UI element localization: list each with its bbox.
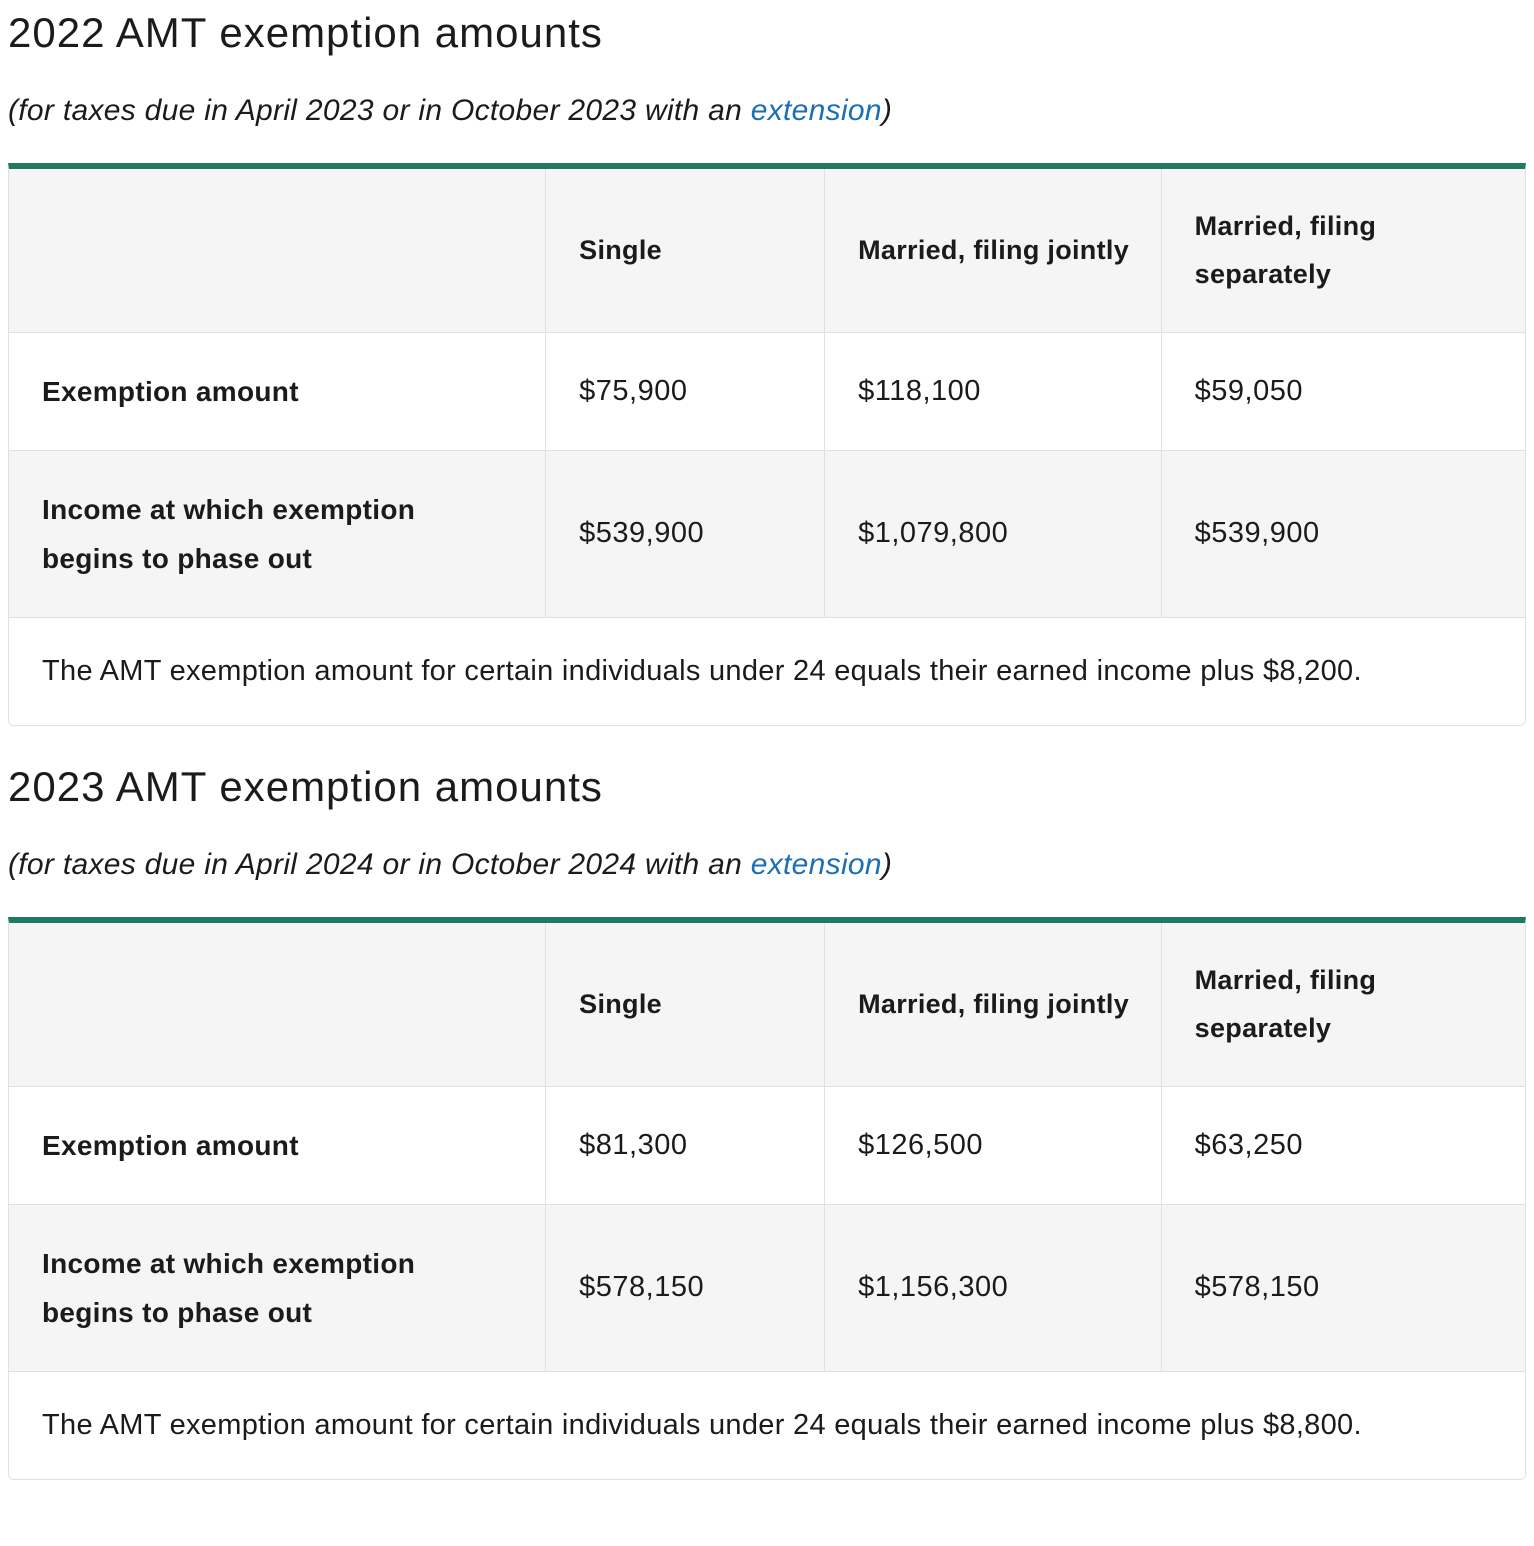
header-row	[9, 169, 1525, 332]
amt-table-2022	[9, 169, 1525, 725]
cell-exemption-single: $81,300	[546, 1086, 825, 1204]
table-row	[9, 1086, 1525, 1204]
amt-table-2023	[9, 923, 1525, 1479]
cell-exemption-married-jointly: $126,500	[825, 1086, 1162, 1204]
table-row	[9, 1204, 1525, 1371]
cell-exemption-married-separately: $63,250	[1161, 1086, 1525, 1204]
row-label-exemption-amount: Exemption amount	[9, 332, 546, 450]
amt-table-card-2022	[8, 163, 1526, 726]
subtitle-text: (for taxes due in April 2024 or in October 2024 with an	[8, 848, 751, 882]
cell-exemption-single: $75,900	[546, 332, 825, 450]
subtitle-close-paren: )	[881, 94, 893, 128]
section-subtitle-2023	[8, 842, 1526, 887]
cell-phaseout-married-separately: $539,900	[1161, 450, 1525, 617]
section-amt-2023	[8, 762, 1526, 1480]
table-row	[9, 450, 1525, 617]
column-header-married-jointly: Married, filing jointly	[825, 923, 1162, 1086]
amt-table-card-2023	[8, 917, 1526, 1480]
column-header-married-separately: Married, filing separately	[1161, 923, 1525, 1086]
row-label-phaseout-income: Income at which exemption begins to phase out	[9, 1204, 546, 1371]
subtitle-close-paren: )	[881, 848, 893, 882]
subtitle-text: (for taxes due in April 2023 or in October 2023 with an	[8, 94, 751, 128]
column-header-blank	[9, 923, 546, 1086]
table-footnote: The AMT exemption amount for certain individuals under 24 equals their earned income plus $8,200.	[9, 617, 1525, 725]
column-header-married-separately: Married, filing separately	[1161, 169, 1525, 332]
extension-link[interactable]: extension	[750, 94, 882, 128]
cell-phaseout-married-jointly: $1,079,800	[825, 450, 1162, 617]
section-subtitle-2022	[8, 88, 1526, 133]
cell-phaseout-single: $578,150	[546, 1204, 825, 1371]
column-header-married-jointly: Married, filing jointly	[825, 169, 1162, 332]
cell-phaseout-married-separately: $578,150	[1161, 1204, 1525, 1371]
column-header-single: Single	[546, 923, 825, 1086]
table-row	[9, 332, 1525, 450]
cell-phaseout-single: $539,900	[546, 450, 825, 617]
row-label-phaseout-income: Income at which exemption begins to phase out	[9, 450, 546, 617]
footnote-row	[9, 1371, 1525, 1479]
cell-phaseout-married-jointly: $1,156,300	[825, 1204, 1162, 1371]
row-label-exemption-amount: Exemption amount	[9, 1086, 546, 1204]
footnote-row	[9, 617, 1525, 725]
section-heading-2023: 2023 AMT exemption amounts	[8, 762, 603, 810]
cell-exemption-married-jointly: $118,100	[825, 332, 1162, 450]
section-amt-2022	[8, 8, 1526, 726]
table-footnote: The AMT exemption amount for certain individuals under 24 equals their earned income plus $8,800.	[9, 1371, 1525, 1479]
section-heading-2022: 2022 AMT exemption amounts	[8, 9, 603, 56]
header-row	[9, 923, 1525, 1086]
cell-exemption-married-separately: $59,050	[1161, 332, 1525, 450]
column-header-single: Single	[546, 169, 825, 332]
column-header-blank	[9, 169, 546, 332]
extension-link[interactable]: extension	[750, 848, 882, 882]
